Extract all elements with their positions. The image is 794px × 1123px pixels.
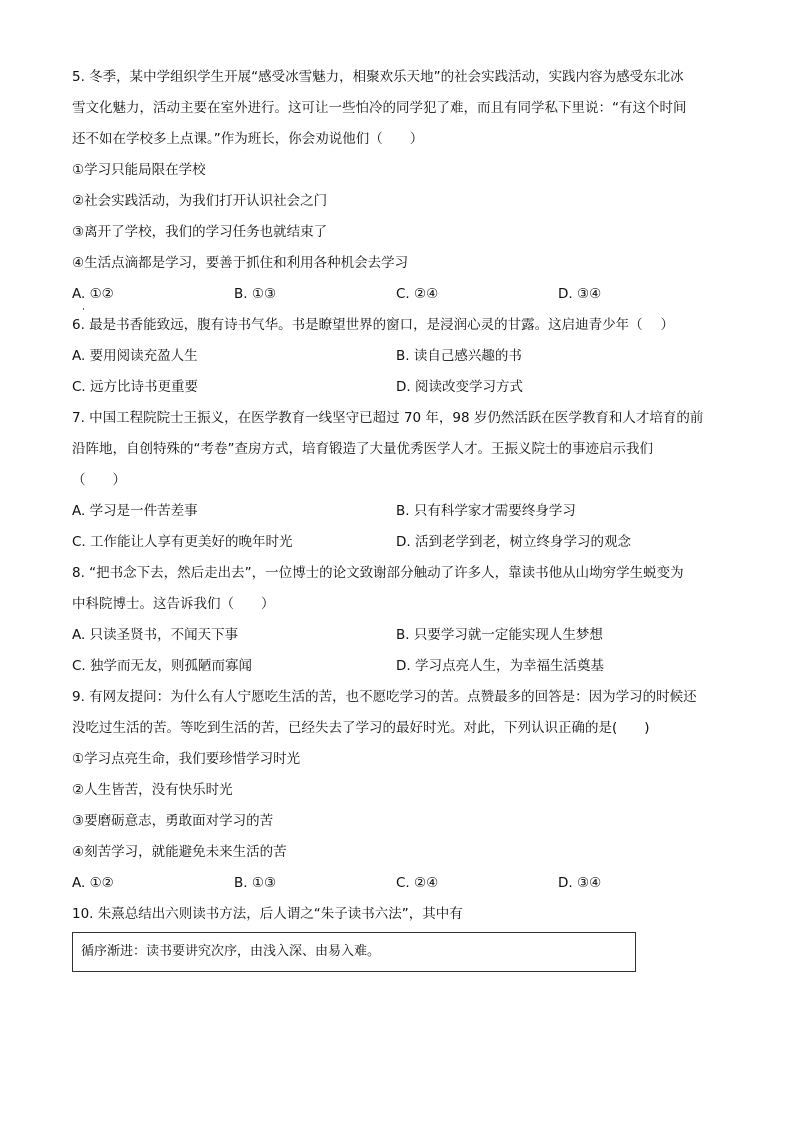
statement-item: ①学习点亮生命，我们要珍惜学习时光 xyxy=(72,751,301,767)
question-stem-line: 中科院博士。这告诉我们（ ） xyxy=(72,596,275,612)
option-c: C. 远方比诗书更重要 xyxy=(72,379,199,395)
option-b: B. 读自己感兴趣的书 xyxy=(396,348,522,364)
question-stem-line: （ ） xyxy=(72,472,126,488)
option-d: D. ③④ xyxy=(558,875,602,891)
answer-options xyxy=(72,868,728,899)
question-stem-line: 8. “把书念下去，然后走出去”，一位博士的论文致谢部分触动了许多人，靠读书他从山坳穷学生蜕变为 xyxy=(72,565,684,581)
question-stem-line: 7. 中国工程院院士王振义，在医学教育一线坚守已超过 70 年，98 岁仍然活跃在医学教育和人才培育的前 xyxy=(72,410,704,426)
option-a: A. 学习是一件苦差事 xyxy=(72,503,198,519)
answer-options-row-2 xyxy=(72,527,728,558)
option-c: C. 独学而无友，则孤陋而寡闻 xyxy=(72,658,253,674)
option-c: C. ②④ xyxy=(396,286,439,302)
question-6 xyxy=(72,310,728,403)
question-stem-line: 10. 朱熹总结出六则读书方法，后人谓之“朱子读书六法”，其中有 xyxy=(72,906,463,922)
option-c: C. ②④ xyxy=(396,875,439,891)
statement-item: ④生活点滴都是学习，要善于抓住和利用各种机会去学习 xyxy=(72,255,409,271)
stray-mark xyxy=(83,308,84,310)
option-d: D. 活到老学到老，树立终身学习的观念 xyxy=(396,534,631,550)
statement-item: ④刻苦学习，就能避免未来生活的苦 xyxy=(72,844,287,860)
answer-options-row-1 xyxy=(72,620,728,651)
statement-item: ①学习只能局限在学校 xyxy=(72,162,206,178)
answer-options-row-1 xyxy=(72,341,728,372)
material-box: 循序渐进：读书要讲究次序，由浅入深、由易入难。 xyxy=(72,932,636,972)
answer-options-row-1 xyxy=(72,496,728,527)
statement-item: ②社会实践活动，为我们打开认识社会之门 xyxy=(72,193,328,209)
question-page xyxy=(72,62,728,972)
statement-item: ③要磨砺意志，勇敢面对学习的苦 xyxy=(72,813,274,829)
option-c: C. 工作能让人享有更美好的晚年时光 xyxy=(72,534,293,550)
answer-options xyxy=(72,279,728,310)
question-stem-line: 雪文化魅力，活动主要在室外进行。这可让一些怕冷的同学犯了难，而且有同学私下里说：“有这个时间 xyxy=(72,100,687,116)
option-a: A. 只读圣贤书，不闻天下事 xyxy=(72,627,239,643)
statement-item: ②人生皆苦，没有快乐时光 xyxy=(72,782,233,798)
option-a: A. ①② xyxy=(72,286,114,302)
question-stem-line: 还不如在学校多上点课。”作为班长，你会劝说他们（ ） xyxy=(72,131,424,147)
answer-options-row-2 xyxy=(72,372,728,403)
option-a: A. ①② xyxy=(72,875,114,891)
question-stem-line: 沿阵地，自创特殊的“考卷”查房方式，培育锻造了大量优秀医学人才。王振义院士的事迹启示我们 xyxy=(72,441,653,457)
question-stem-line: 6. 最是书香能致远，腹有诗书气华。书是瞭望世界的窗口，是浸润心灵的甘露。这启迪青少年（ ） xyxy=(72,317,674,333)
question-stem-line: 没吃过生活的苦。等吃到生活的苦，已经失去了学习的最好时光。对此，下列认识正确的是( ) xyxy=(72,720,650,736)
statement-item: ③离开了学校，我们的学习任务也就结束了 xyxy=(72,224,328,240)
question-8 xyxy=(72,558,728,682)
question-5 xyxy=(72,62,728,310)
option-d: D. 学习点亮人生，为幸福生活奠基 xyxy=(396,658,604,674)
question-stem-line: 5. 冬季，某中学组织学生开展“感受冰雪魅力，相聚欢乐天地”的社会实践活动，实践内容为感受东北冰 xyxy=(72,69,684,85)
answer-options-row-2 xyxy=(72,651,728,682)
option-b: B. ①③ xyxy=(234,286,277,302)
option-b: B. ①③ xyxy=(234,875,277,891)
question-10 xyxy=(72,899,728,972)
option-d: D. ③④ xyxy=(558,286,602,302)
option-b: B. 只有科学家才需要终身学习 xyxy=(396,503,576,519)
question-7 xyxy=(72,403,728,558)
question-9 xyxy=(72,682,728,899)
question-stem-line: 9. 有网友提问：为什么有人宁愿吃生活的苦，也不愿吃学习的苦。点赞最多的回答是：因为学习的时候还 xyxy=(72,689,697,705)
option-b: B. 只要学习就一定能实现人生梦想 xyxy=(396,627,603,643)
option-a: A. 要用阅读充盈人生 xyxy=(72,348,198,364)
option-d: D. 阅读改变学习方式 xyxy=(396,379,523,395)
